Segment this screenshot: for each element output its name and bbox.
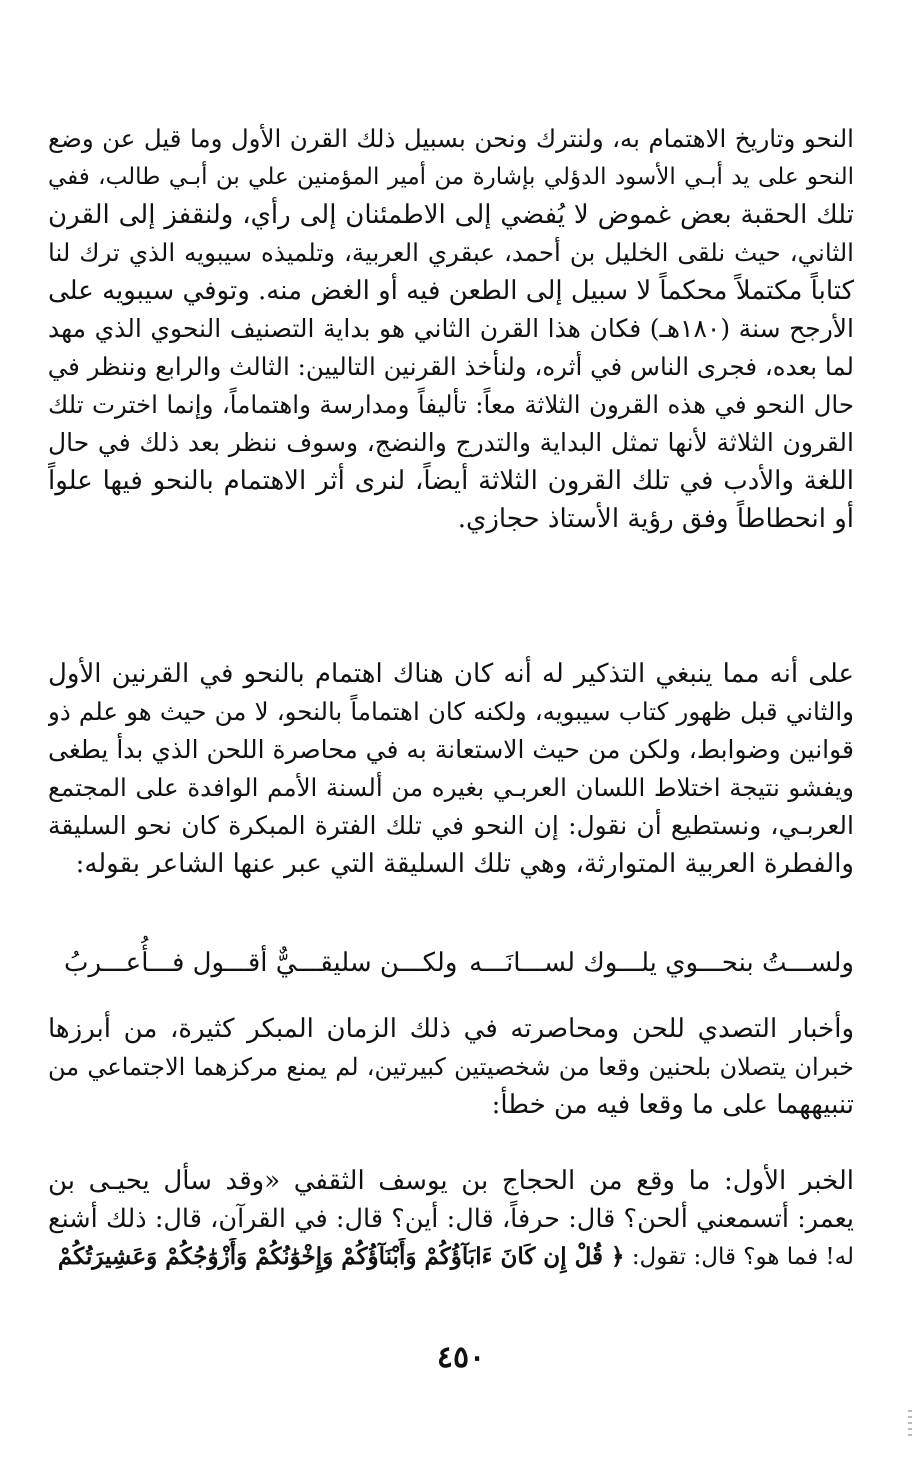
text-line: الأرجح سنة (١٨٠هـ) فكان هذا القرن الثاني هو بداية التصنيف النحوي الذي مهد xyxy=(48,314,854,343)
text-segment: له! فما هو؟ قال: تقول: xyxy=(631,1244,854,1270)
text-line: العربـي، ونستطيع أن نقول: إن النحو في تلك الفترة المبكرة كان نحو السليقة xyxy=(48,811,854,840)
page-number: ٤٥٠ xyxy=(436,1340,486,1375)
text-line: الخبر الأول: ما وقع من الحجاج بن يوسف الثقفي «وقد سأل يحيـى بن xyxy=(48,1166,854,1196)
text-line: القرون الثلاثة لأنها تمثل البداية والتدرج والنضج، وسوف ننظر بعد ذلك في حال xyxy=(48,428,854,457)
text-line: حال النحو في هذه القرون الثلاثة معاً: تأليفاً ومدارسة واهتماماً، وإنما اخترت تلك xyxy=(48,390,854,419)
text-line: قوانين وضوابط، ولكن من حيث الاستعانة به في محاصرة اللحن الذي بدأ يطغى xyxy=(48,735,854,764)
verse-second-hemistich: ولكـــن سليقـــيٌّ أقـــول فـــأُعـــربُ xyxy=(64,948,458,978)
paragraph-2 xyxy=(48,655,854,883)
text-line: تلك الحقبة بعض غموض لا يُفضي إلى الاطمئنان إلى رأي، ولنقفز إلى القرن xyxy=(48,200,854,230)
margin-mark xyxy=(908,1410,912,1440)
text-line: النحو وتاريخ الاهتمام به، ولنترك ونحن بسبيل ذلك القرن الأول وما قيل عن وضع xyxy=(48,124,854,153)
text-line: أو انحطاطاً وفق رؤية الأستاذ حجازي. xyxy=(457,504,854,534)
text-line: كتاباً مكتملاً محكماً لا سبيل إلى الطعن فيه أو الغض منه. وتوفي سيبويه على xyxy=(48,276,854,306)
quran-verse-excerpt: ﴿ قُلْ إِن كَانَ ءَابَآؤُكُمْ وَأَبْنَآؤُكُمْ وَإِخْوَٰنُكُمْ وَأَزْوَٰجُكُمْ وَعَشِيرَتُكُمْ xyxy=(57,1243,625,1270)
text-line: لما بعده، فجرى الناس في أثره، ولنأخذ القرنين التاليين: الثالث والرابع وننظر في xyxy=(48,352,854,381)
text-line: النحو على يد أبـي الأسود الدؤلي بإشارة من أمير المؤمنين علي بن أبـي طالب، ففي xyxy=(48,164,854,190)
verse-first-hemistich: ولســـتُ بنحـــوي يلـــوك لســـانَـــه xyxy=(469,948,854,978)
text-line: يعمر: أتسمعني ألحن؟ قال: حرفاً، قال: أين؟ قال: في القرآن، قال: ذلك أشنع xyxy=(48,1204,854,1234)
text-line-with-quran xyxy=(48,1238,854,1276)
paragraph-4 xyxy=(48,1162,854,1276)
text-line: تنبيههما على ما وقعا فيه من خطأ: xyxy=(491,1090,854,1120)
text-line: والفطرة العربية المتوارثة، وهي تلك السليقة التي عبر عنها الشاعر بقوله: xyxy=(75,849,854,879)
text-line: اللغة والأدب في تلك القرون الثلاثة أيضاً، لنرى أثر الاهتمام بالنحو فيها علواً xyxy=(48,466,854,496)
paragraph-3 xyxy=(48,1010,854,1124)
text-line: على أنه مما ينبغي التذكير له أنه كان هناك اهتمام بالنحو في القرنين الأول xyxy=(48,659,854,689)
poetry-verse xyxy=(48,943,854,983)
text-line: والثاني قبل ظهور كتاب سيبويه، ولكنه كان اهتماماً بالنحو، لا من حيث هو علم ذو xyxy=(48,697,854,726)
text-line: خبران يتصلان بلحنين وقعا من شخصيتين كبيرتين، لم يمنع مركزهما الاجتماعي من xyxy=(48,1053,854,1081)
text-line: الثاني، حيث نلقى الخليل بن أحمد، عبقري العربية، وتلميذه سيبويه الذي ترك لنا xyxy=(48,238,854,267)
paragraph-1 xyxy=(48,120,854,538)
text-line: وأخبار التصدي للحن ومحاصرته في ذلك الزمان المبكر كثيرة، من أبرزها xyxy=(48,1014,854,1044)
text-line: ويفشو نتيجة اختلاط اللسان العربـي بغيره من ألسنة الأمم الوافدة على المجتمع xyxy=(48,773,854,802)
